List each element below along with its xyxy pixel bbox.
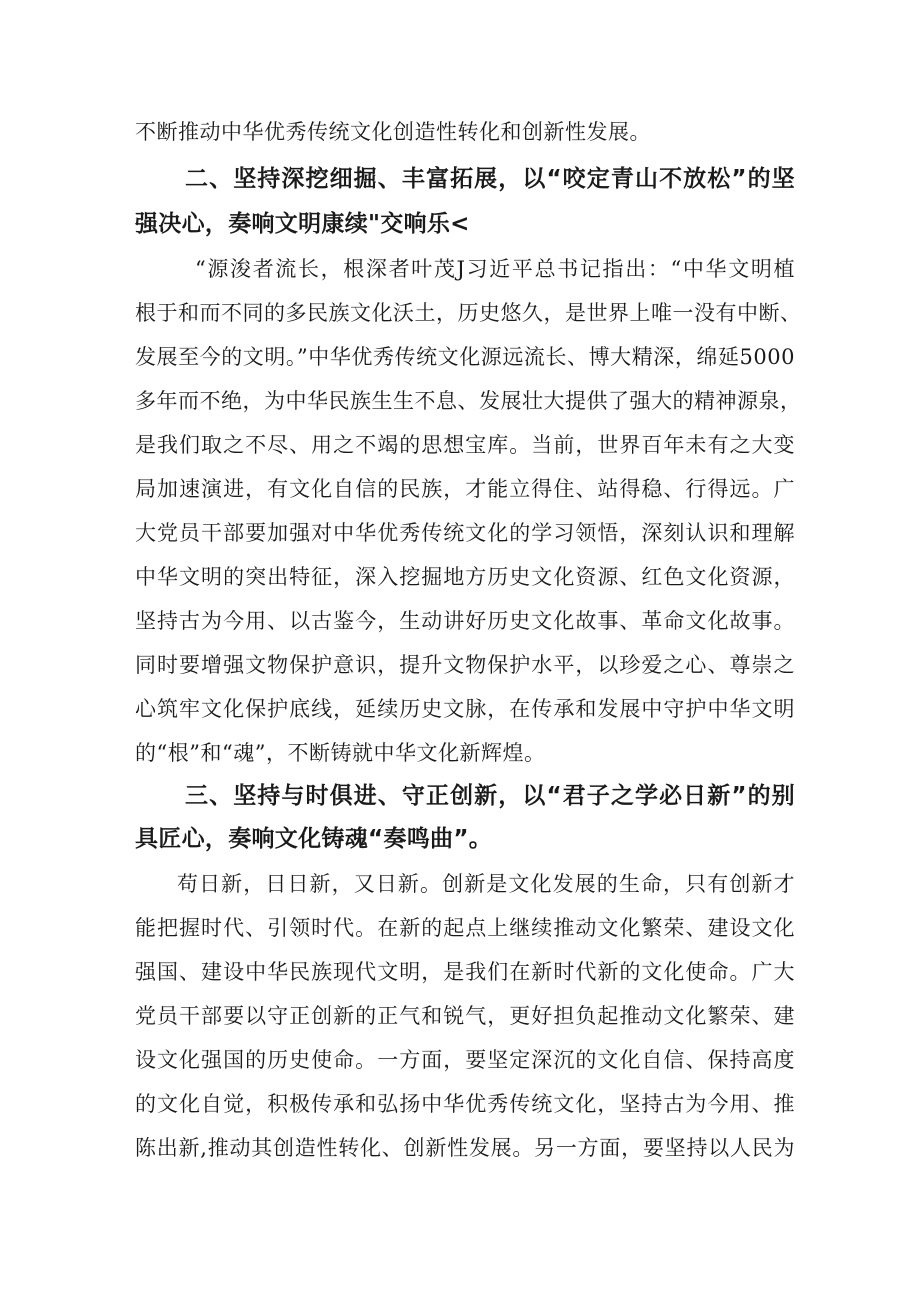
paragraph-line: 局加速演进，有文化自信的民族，才能立得住、站得稳、行得远。广 <box>135 477 795 501</box>
paragraph-line: 同时要增强文物保护意识，提升文物保护水平，以珍爱之心、尊崇之 <box>135 653 795 677</box>
paragraph-line: 党员干部要以守正创新的正气和锐气，更好担负起推动文化繁荣、建 <box>135 1004 795 1028</box>
paragraph-line: 强国、建设中华民族现代文明，是我们在新时代新的文化使命。广大 <box>135 960 795 984</box>
section-heading-2: 二、坚持深挖细掘、丰富拓展，以“咬定青山不放松”的坚 <box>185 166 795 192</box>
paragraph-line: 设文化强国的历史使命。一方面，要坚定深沉的文化自信、保持高度 <box>135 1048 795 1072</box>
paragraph-line: 大党员干部要加强对中华优秀传统文化的学习领悟，深刻认识和理解 <box>135 521 795 545</box>
section-heading-3: 三、坚持与时俱进、守正创新，以“君子之学必日新”的别 <box>185 783 795 809</box>
paragraph-line: 苟日新，日日新，又日新。创新是文化发展的生命，只有创新才 <box>177 872 795 896</box>
paragraph-line: 多年而不绝，为中华民族生生不息、发展壮大提供了强大的精神源泉， <box>135 389 802 413</box>
paragraph-line: 心筑牢文化保护底线，延续历史文脉，在传承和发展中守护中华文明 <box>135 697 795 721</box>
paragraph-line: 陈出新,推动其创造性转化、创新性发展。另一方面，要坚持以人民为 <box>135 1136 795 1160</box>
paragraph-line: 根于和而不同的多民族文化沃土，历史悠久，是世界上唯一没有中断、 <box>135 301 802 325</box>
section-heading-2-cont: 强决心，奏响文明康续"交响乐< <box>135 211 470 237</box>
paragraph-line: 的文化自觉，积极传承和弘扬中华优秀传统文化，坚持古为今用、推 <box>135 1092 795 1116</box>
section-heading-3-cont: 具匠心，奏响文化铸魂“奏鸣曲”。 <box>135 826 493 852</box>
paragraph-line: 中华文明的突出特征，深入挖掘地方历史文化资源、红色文化资源， <box>135 565 795 589</box>
paragraph-line: 的“根”和“魂”，不断铸就中华文化新辉煌。 <box>135 741 546 765</box>
paragraph-line: 是我们取之不尽、用之不竭的思想宝库。当前，世界百年未有之大变 <box>135 433 795 457</box>
paragraph-line: 坚持古为今用、以古鉴今，生动讲好历史文化故事、革命文化故事。 <box>135 609 795 633</box>
paragraph-line: “源浚者流长，根深者叶茂J习近平总书记指出：“中华文明植 <box>195 257 795 281</box>
paragraph-line: 发展至今的文明。”中华优秀传统文化源远流长、博大精深，绵延5000 <box>135 345 795 369</box>
paragraph-line: 能把握时代、引领时代。在新的起点上继续推动文化繁荣、建设文化 <box>135 916 795 940</box>
paragraph-line: 不断推动中华优秀传统文化创造性转化和创新性发展。 <box>135 120 651 144</box>
